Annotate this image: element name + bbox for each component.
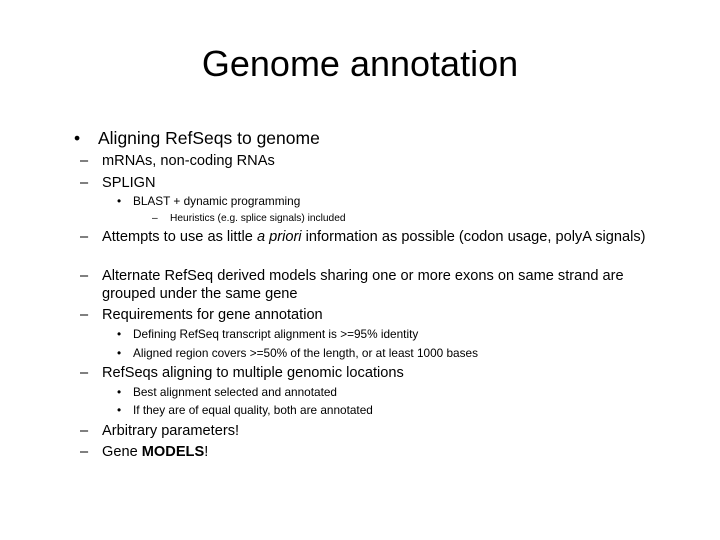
list-item [152,212,346,225]
list-item [80,422,240,440]
list-item [80,306,323,324]
list-item [117,403,373,418]
item-text: Aligned region covers >=50% of the length, or at least 1000 bases [133,346,478,360]
item-text: mRNAs, non-coding RNAs [102,153,275,169]
item-text: Defining RefSeq transcript alignment is >=95% identity [133,327,419,341]
list-item [80,364,404,382]
list-item [74,127,320,149]
list-item [80,228,667,246]
dash-icon: – [80,307,89,323]
dash-icon: – [80,153,89,169]
list-item [117,194,301,209]
item-text: Gene [102,444,142,460]
item-text: Requirements for gene annotation [102,307,323,323]
bullet-icon: • [117,385,122,399]
dash-icon: – [80,444,89,460]
bullet-icon: • [117,403,122,417]
item-text: Attempts to use as little [102,229,257,245]
item-text: ! [204,444,209,460]
list-item [80,267,667,303]
item-text: information as possible (codon usage, polyA signals) [301,229,646,245]
item-text: Heuristics (e.g. splice signals) included [170,213,346,224]
item-text: Arbitrary parameters! [102,423,240,439]
item-text: SPLIGN [102,175,156,191]
list-item [80,174,156,192]
item-text: BLAST + dynamic programming [133,194,301,208]
item-text: Aligning RefSeqs to genome [98,128,320,148]
dash-icon: – [80,229,89,245]
italic-text: a priori [256,229,302,245]
bullet-icon: • [74,128,81,148]
list-item [117,346,478,361]
list-item [117,327,419,342]
bullet-icon: • [117,327,122,341]
dash-icon: – [152,213,158,224]
item-text: RefSeqs aligning to multiple genomic locations [102,365,404,381]
dash-icon: – [80,365,89,381]
list-item [117,385,337,400]
dash-icon: – [80,175,89,191]
bullet-icon: • [117,346,122,360]
slide-title: Genome annotation [201,43,519,84]
list-item [80,443,209,461]
item-text: If they are of equal quality, both are annotated [133,403,373,417]
dash-icon: – [80,268,89,284]
bold-text: MODELS [141,444,205,460]
dash-icon: – [80,423,89,439]
list-item [80,152,275,170]
item-text: Alternate RefSeq derived models sharing one or more exons on same strand are grouped under the same gene [102,268,624,302]
bullet-icon: • [117,194,122,208]
item-text: Best alignment selected and annotated [133,385,337,399]
